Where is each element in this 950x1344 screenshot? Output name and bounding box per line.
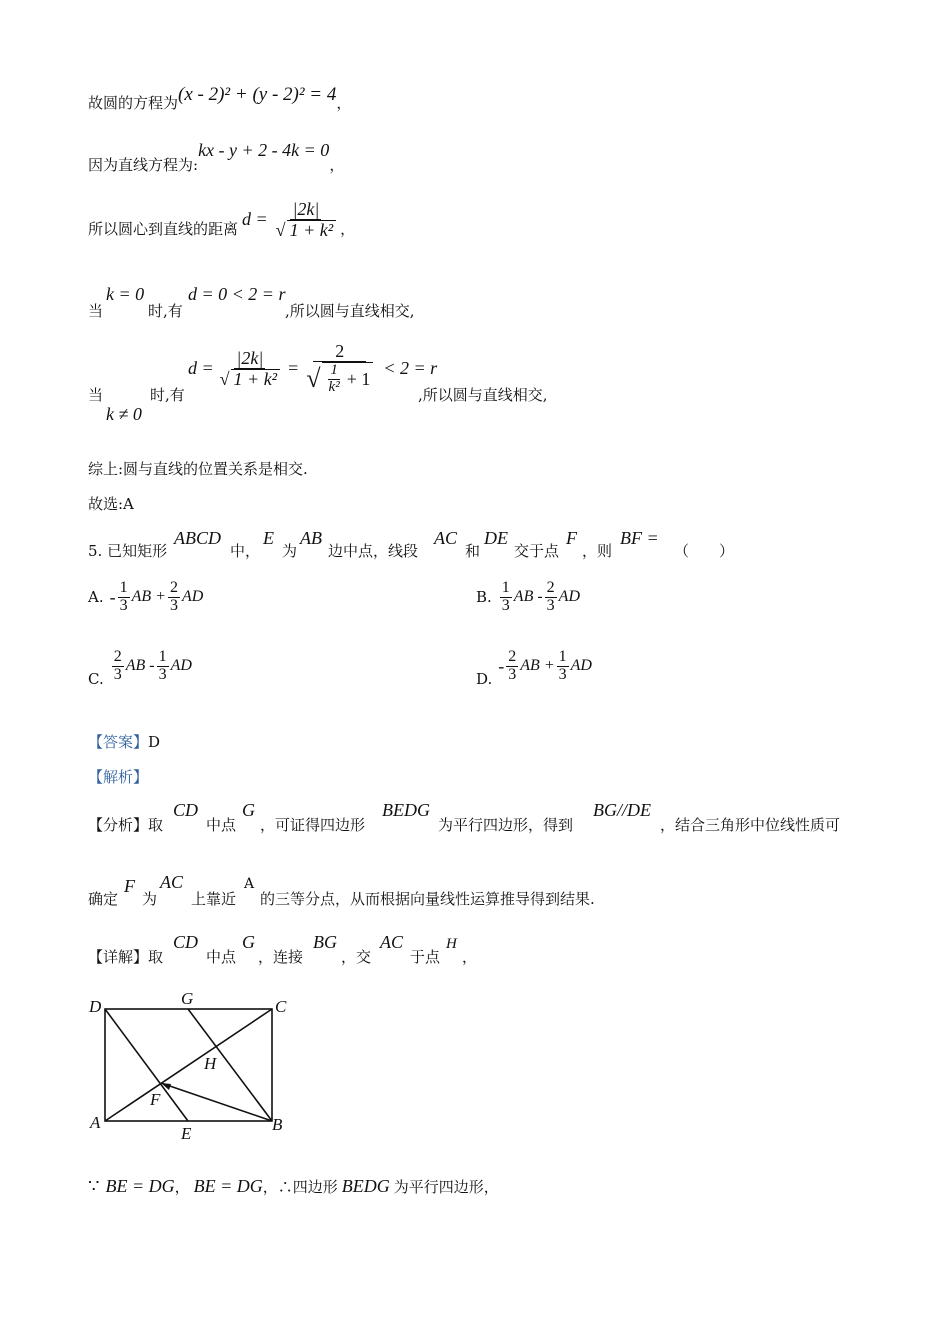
text: ，结合三角形中位线性质可: [660, 816, 841, 834]
text: 和: [465, 542, 481, 560]
math-bedg: BEDG: [382, 800, 430, 820]
xiangjie-line: [88, 932, 508, 968]
numerator: |2k|: [292, 199, 320, 219]
text: ，: [174, 1178, 190, 1196]
math-ab: AB: [300, 528, 322, 548]
text: 为: [282, 542, 298, 560]
label-a: A: [90, 1113, 101, 1132]
text: 为平行四边形，: [393, 1178, 499, 1196]
math-bf: BF =: [620, 528, 659, 548]
math-cd: CD: [173, 800, 199, 820]
numerator: |2k|: [236, 347, 264, 368]
denominator: 3: [113, 665, 122, 683]
option-label: A.: [88, 588, 104, 607]
text: 因为直线方程为:: [88, 156, 199, 174]
plus-one: + 1: [346, 368, 371, 389]
fraction-distance: $\frac{|2k|}{\text{√ 1 + k²}}$: [274, 200, 338, 240]
math-cd: CD: [173, 932, 199, 952]
math-ac: AC: [434, 528, 458, 548]
segment-bf: [161, 1083, 272, 1121]
numerator: 1: [558, 647, 567, 665]
answer-tag: 【答案】: [88, 733, 149, 751]
option-c[interactable]: [88, 644, 192, 688]
text: 5. 已知矩形: [88, 542, 168, 560]
label-h: H: [204, 1054, 217, 1073]
numerator: 1: [501, 579, 510, 596]
text: 当: [88, 302, 104, 320]
numerator: 1: [158, 647, 167, 665]
math-k-zero: k = 0: [106, 284, 145, 304]
answer-value: D: [148, 733, 161, 751]
text: 上靠近: [191, 890, 237, 908]
text: 【分析】取: [88, 816, 164, 834]
math-bedg: BEDG: [341, 1176, 390, 1196]
text: ，: [462, 948, 478, 966]
text: 的三等分点，从而根据向量线性运算推导得到结果.: [260, 890, 595, 908]
math-bg-parallel-de: BG//DE: [593, 800, 651, 820]
analysis-tag: 【解析】: [88, 768, 149, 786]
math-d-zero: d = 0 < 2 = r: [188, 284, 286, 304]
denominator: 3: [508, 665, 517, 683]
option-label: C.: [88, 670, 104, 688]
vector-term: AB +: [131, 588, 166, 606]
math-e: E: [263, 528, 274, 548]
text: 所以圆心到直线的距离: [88, 220, 239, 239]
math-line-equation: kx - y + 2 - 4k = 0: [198, 140, 330, 160]
text: ，连接: [258, 948, 304, 966]
line-case-k-nonzero: [88, 342, 608, 432]
option-d[interactable]: [476, 644, 592, 688]
because-symbol: ∵: [88, 1176, 100, 1196]
denominator: 3: [501, 596, 510, 614]
vector-term: AB -: [513, 588, 543, 606]
denominator: 3: [558, 665, 567, 683]
text: 时,有: [150, 386, 185, 404]
text: （ ）: [674, 542, 735, 560]
line-distance: [88, 200, 355, 240]
segment-gb: [188, 1009, 272, 1121]
denominator: 1 + k²: [231, 369, 281, 389]
text: 为: [142, 890, 158, 908]
text: 于点: [410, 948, 441, 966]
text: ,所以圆与直线相交,: [285, 302, 415, 320]
question-5: [88, 528, 808, 562]
text: ，则: [582, 542, 613, 560]
text: ，: [336, 94, 352, 112]
line-line-equation: [88, 140, 345, 175]
rectangle-figure: [80, 985, 310, 1145]
math-d-nonzero: [188, 342, 437, 395]
minus: -: [109, 586, 116, 607]
text: 确定: [88, 890, 119, 908]
label-b: B: [272, 1115, 283, 1134]
minus: -: [498, 655, 505, 676]
vector-term: AB +: [520, 657, 555, 674]
denominator: 3: [158, 665, 167, 683]
text: 边中点，线段: [328, 542, 419, 560]
fraction-2: 2 √ $\frac{1}{\text{k²}}$ + 1: [304, 342, 375, 395]
numerator: 2: [508, 647, 517, 665]
inner-numerator: 1: [330, 361, 338, 378]
numerator: 2: [546, 579, 555, 596]
text: ，: [329, 156, 345, 174]
denominator: 3: [546, 596, 555, 614]
math-abcd: ABCD: [174, 528, 221, 548]
vector-term: AD: [558, 588, 580, 606]
math-g: G: [242, 800, 255, 820]
vector-term: AD: [570, 657, 592, 674]
math-circle-equation: (x - 2)² + (y - 2)² = 4: [178, 84, 337, 105]
line-conclusion: 综上:圆与直线的位置关系是相交.: [88, 460, 308, 478]
label-f: F: [150, 1090, 161, 1109]
inner-denominator: k²: [328, 378, 340, 395]
math-de: DE: [484, 528, 508, 548]
math-be-dg-vector: BE = DG: [105, 1176, 175, 1196]
math-tail: < 2 = r: [383, 358, 438, 379]
label-c: C: [275, 997, 287, 1016]
math-a: A: [244, 876, 255, 892]
math-d: d =: [242, 209, 268, 230]
math-be-dg: BE = DG: [193, 1176, 263, 1196]
numerator: 2: [313, 342, 366, 362]
text: ，: [340, 220, 356, 239]
denominator: 3: [119, 596, 128, 614]
fenxi-line-1: [88, 800, 878, 836]
fenxi-line-2: [88, 872, 788, 912]
text: 时,有: [148, 302, 183, 320]
text: ，交: [341, 948, 372, 966]
text: 【详解】取: [88, 948, 164, 966]
line-case-k-zero: [88, 284, 448, 324]
math-ac: AC: [160, 872, 184, 892]
text: ，∴四边形: [262, 1178, 338, 1196]
option-label: D.: [476, 670, 493, 688]
numerator: 1: [119, 579, 128, 596]
denominator: 3: [169, 596, 178, 614]
math-h: H: [446, 936, 457, 952]
denominator: 1 + k²: [287, 220, 337, 240]
vector-term: AD: [170, 657, 192, 674]
option-a[interactable]: [88, 580, 203, 615]
label-g: G: [181, 989, 194, 1008]
text: 中点: [206, 948, 237, 966]
math-d: d =: [188, 358, 214, 379]
text: 故圆的方程为: [88, 94, 179, 112]
segment-de: [105, 1009, 188, 1121]
vector-term: AD: [181, 588, 204, 606]
fraction-1: $\frac{|2k|}{\text{√ 1 + k²}}$: [218, 349, 282, 389]
text: ,所以圆与直线相交,: [418, 386, 548, 404]
numerator: 2: [113, 647, 122, 665]
label-e: E: [181, 1124, 192, 1143]
math-f: F: [566, 528, 577, 548]
segment-ac: [105, 1009, 272, 1121]
label-d: D: [89, 997, 102, 1016]
text: 中，: [230, 542, 261, 560]
text: 中点: [206, 816, 237, 834]
text: ，可证得四边形: [260, 816, 366, 834]
text: 当: [88, 386, 104, 404]
answer-line: [88, 731, 160, 752]
option-label: B.: [476, 588, 492, 607]
line-choice: 故选:A: [88, 495, 134, 513]
math-f: F: [124, 876, 135, 896]
option-b[interactable]: [476, 580, 580, 615]
math-g: G: [242, 932, 255, 952]
equals: =: [288, 358, 299, 379]
last-line: [88, 1176, 499, 1197]
line-circle-equation: [88, 84, 352, 114]
math-ac: AC: [380, 932, 404, 952]
vector-term: AB -: [125, 657, 155, 674]
math-bg: BG: [313, 932, 337, 952]
text: 为平行四边形，得到: [438, 816, 574, 834]
text: 交于点: [514, 542, 560, 560]
math-k-nonzero: k ≠ 0: [106, 404, 142, 424]
numerator: 2: [169, 579, 178, 596]
